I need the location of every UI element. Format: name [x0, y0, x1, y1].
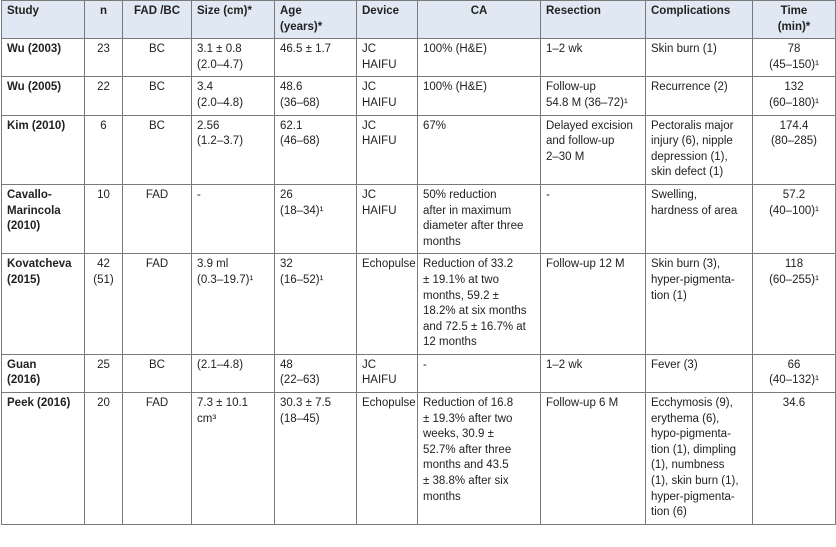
- table-row: [2, 254, 836, 355]
- cell-line: 54.8 M (36–72)¹: [546, 96, 628, 109]
- cell-device: JC HAIFU: [357, 77, 418, 115]
- cell-line: (2.1–4.8): [197, 358, 244, 371]
- cell-fad-bc: FAD: [123, 184, 192, 253]
- cell-line: 2–30 M: [546, 150, 585, 163]
- cell-line: (2.0–4.7): [197, 58, 244, 71]
- cell-line: -: [423, 358, 427, 371]
- col-header-size: Size (cm)*: [192, 1, 275, 39]
- cell-line: -: [197, 188, 201, 201]
- cell-line: 12 months: [423, 336, 477, 349]
- cell-line: 46.5 ± 1.7: [280, 43, 332, 56]
- cell-line: weeks, 30.9 ±: [423, 428, 494, 441]
- cell-line: Pectoralis major: [651, 119, 734, 132]
- cell-study: [2, 39, 85, 77]
- cell-fad-bc: FAD: [123, 254, 192, 355]
- table-body: [2, 39, 836, 525]
- cell-line: Skin burn (3),: [651, 258, 721, 271]
- cell-complications: [646, 393, 753, 525]
- cell-time: [753, 393, 836, 525]
- cell-line: (2.0–4.8): [197, 96, 244, 109]
- cell-line: Fever (3): [651, 358, 698, 371]
- cell-line: Skin burn (1): [651, 43, 717, 56]
- cell-fad-bc: BC: [123, 354, 192, 392]
- header-row: [2, 1, 836, 39]
- cell-line: Ecchymosis (9),: [651, 397, 733, 410]
- cell-line: months: [423, 235, 461, 248]
- cell-line: 66: [787, 358, 801, 371]
- cell-device: JC HAIFU: [357, 184, 418, 253]
- cell-resection: [541, 77, 646, 115]
- cell-size: [192, 115, 275, 184]
- cell-device: Echopulse: [357, 254, 418, 355]
- cell-line: (60–255)¹: [769, 273, 819, 286]
- cell-line: Marincola: [7, 204, 61, 217]
- cell-line: hypo-pigmenta-: [651, 428, 731, 441]
- table-row: [2, 184, 836, 253]
- cell-ca: [418, 393, 541, 525]
- col-header-study: Study: [2, 1, 85, 39]
- cell-device: JC HAIFU: [357, 354, 418, 392]
- col-header-ca: CA: [418, 1, 541, 39]
- cell-time: [753, 254, 836, 355]
- cell-line: (18–34)¹: [280, 204, 324, 217]
- cell-n: [85, 393, 123, 525]
- cell-line: 25: [97, 358, 110, 371]
- cell-n: [85, 184, 123, 253]
- cell-line: (2015): [7, 273, 41, 286]
- cell-line: Follow-up 12 M: [546, 258, 625, 271]
- cell-study: [2, 393, 85, 525]
- cell-line: 57.2: [782, 188, 806, 201]
- cell-line: 78: [787, 43, 801, 56]
- cell-line: 3.1 ± 0.8: [197, 43, 242, 56]
- cell-line: after in maximum: [423, 204, 512, 217]
- cell-line: 1–2 wk: [546, 358, 583, 371]
- col-header-age: Age (years)*: [275, 1, 357, 39]
- cell-line: Wu (2003): [7, 43, 62, 56]
- cell-line: 62.1: [280, 119, 303, 132]
- table-row: [2, 39, 836, 77]
- cell-line: (16–52)¹: [280, 273, 324, 286]
- cell-line: Follow-up 6 M: [546, 397, 619, 410]
- cell-line: (2010): [7, 220, 41, 233]
- cell-line: Peek (2016): [7, 397, 71, 410]
- cell-ca: [418, 77, 541, 115]
- cell-complications: [646, 354, 753, 392]
- col-header-resection: Resection: [541, 1, 646, 39]
- cell-resection: [541, 184, 646, 253]
- cell-fad-bc: BC: [123, 115, 192, 184]
- cell-size: [192, 184, 275, 253]
- cell-line: 10: [97, 188, 110, 201]
- cell-line: (40–132)¹: [769, 374, 819, 387]
- cell-line: ± 38.8% after six: [423, 475, 509, 488]
- cell-line: hyper-pigmenta-: [651, 490, 735, 503]
- cell-line: Delayed excision: [546, 119, 633, 132]
- studies-table: [1, 0, 836, 525]
- cell-size: [192, 77, 275, 115]
- cell-resection: [541, 39, 646, 77]
- cell-complications: [646, 77, 753, 115]
- cell-line: diameter after three: [423, 220, 524, 233]
- cell-line: tion (1): [651, 289, 687, 302]
- cell-line: Recurrence (2): [651, 81, 728, 94]
- table-row: [2, 77, 836, 115]
- cell-line: injury (6), nipple: [651, 135, 733, 148]
- table-row: [2, 393, 836, 525]
- col-header-time: Time (min)*: [753, 1, 836, 39]
- cell-n: [85, 77, 123, 115]
- cell-line: (60–180)¹: [769, 96, 819, 109]
- cell-line: (18–45): [280, 412, 320, 425]
- cell-line: 174.4: [779, 119, 809, 132]
- cell-line: (0.3–19.7)¹: [197, 273, 254, 286]
- cell-time: [753, 184, 836, 253]
- cell-age: [275, 77, 357, 115]
- cell-line: tion (6): [651, 506, 687, 519]
- cell-line: (36–68): [280, 96, 320, 109]
- cell-resection: [541, 115, 646, 184]
- cell-line: and 72.5 ± 16.7% at: [423, 320, 526, 333]
- col-header-device: Device: [357, 1, 418, 39]
- cell-n: [85, 354, 123, 392]
- cell-line: 34.6: [782, 397, 806, 410]
- cell-line: months, 59.2 ±: [423, 289, 499, 302]
- cell-device: JC HAIFU: [357, 39, 418, 77]
- cell-line: (51): [93, 273, 114, 286]
- cell-age: [275, 184, 357, 253]
- cell-line: 22: [97, 81, 110, 94]
- cell-line: 20: [97, 397, 110, 410]
- cell-age: [275, 115, 357, 184]
- cell-resection: [541, 393, 646, 525]
- cell-line: 48.6: [280, 81, 303, 94]
- cell-line: (22–63): [280, 374, 320, 387]
- cell-resection: [541, 354, 646, 392]
- cell-n: [85, 115, 123, 184]
- cell-line: 100% (H&E): [423, 43, 487, 56]
- cell-line: Kovatcheva: [7, 258, 72, 271]
- cell-complications: [646, 184, 753, 253]
- cell-line: 2.56: [197, 119, 220, 132]
- cell-time: [753, 354, 836, 392]
- cell-line: 118: [784, 258, 804, 271]
- cell-study: [2, 184, 85, 253]
- cell-line: 52.7% after three: [423, 443, 512, 456]
- cell-line: depression (1),: [651, 150, 728, 163]
- cell-line: 3.4: [197, 81, 213, 94]
- cell-line: and follow-up: [546, 135, 615, 148]
- cell-line: -: [546, 188, 550, 201]
- cell-resection: [541, 254, 646, 355]
- cell-line: 6: [100, 119, 107, 132]
- cell-complications: [646, 115, 753, 184]
- cell-line: 26: [280, 188, 293, 201]
- cell-n: [85, 39, 123, 77]
- cell-line: 18.2% at six months: [423, 305, 527, 318]
- cell-time: [753, 115, 836, 184]
- cell-ca: [418, 254, 541, 355]
- cell-line: ± 19.3% after two: [423, 412, 513, 425]
- cell-time: [753, 77, 836, 115]
- cell-line: 132: [784, 81, 804, 94]
- cell-fad-bc: BC: [123, 39, 192, 77]
- cell-size: [192, 39, 275, 77]
- cell-line: (2016): [7, 374, 41, 387]
- cell-line: 1–2 wk: [546, 43, 583, 56]
- cell-line: erythema (6),: [651, 412, 720, 425]
- cell-line: Guan: [7, 358, 37, 371]
- cell-age: [275, 254, 357, 355]
- col-header-complications: Complications: [646, 1, 753, 39]
- cell-study: [2, 254, 85, 355]
- cell-fad-bc: FAD: [123, 393, 192, 525]
- cell-line: skin defect (1): [651, 166, 724, 179]
- cell-line: (46–68): [280, 135, 320, 148]
- cell-line: tion (1), dimpling: [651, 443, 737, 456]
- cell-line: hyper-pigmenta-: [651, 273, 735, 286]
- cell-age: [275, 393, 357, 525]
- cell-line: 48: [280, 358, 293, 371]
- cell-n: [85, 254, 123, 355]
- cell-complications: [646, 39, 753, 77]
- cell-line: Swelling,: [651, 188, 698, 201]
- cell-line: months: [423, 490, 461, 503]
- cell-age: [275, 354, 357, 392]
- cell-line: 50% reduction: [423, 188, 497, 201]
- cell-ca: [418, 354, 541, 392]
- cell-size: [192, 393, 275, 525]
- cell-line: Follow-up: [546, 81, 596, 94]
- cell-line: ± 19.1% at two: [423, 273, 499, 286]
- cell-line: months and 43.5: [423, 459, 509, 472]
- cell-line: Reduction of 33.2: [423, 258, 514, 271]
- cell-study: [2, 77, 85, 115]
- cell-line: (1), skin burn (1),: [651, 475, 739, 488]
- table-row: [2, 115, 836, 184]
- cell-line: Kim (2010): [7, 119, 66, 132]
- cell-ca: [418, 184, 541, 253]
- cell-line: 42: [97, 258, 110, 271]
- cell-ca: [418, 39, 541, 77]
- col-header-fad-bc: FAD /BC: [123, 1, 192, 39]
- cell-line: (80–285): [770, 135, 818, 148]
- cell-line: (1.2–3.7): [197, 135, 244, 148]
- cell-study: [2, 354, 85, 392]
- col-header-n: n: [85, 1, 123, 39]
- cell-line: 30.3 ± 7.5: [280, 397, 332, 410]
- cell-line: 32: [280, 258, 293, 271]
- cell-line: (45–150)¹: [769, 58, 819, 71]
- cell-size: [192, 354, 275, 392]
- cell-line: 100% (H&E): [423, 81, 487, 94]
- cell-line: 3.9 ml: [197, 258, 229, 271]
- cell-device: JC HAIFU: [357, 115, 418, 184]
- cell-ca: [418, 115, 541, 184]
- cell-line: Wu (2005): [7, 81, 62, 94]
- cell-age: [275, 39, 357, 77]
- cell-fad-bc: BC: [123, 77, 192, 115]
- cell-line: 67%: [423, 119, 447, 132]
- cell-line: Reduction of 16.8: [423, 397, 514, 410]
- cell-line: 23: [97, 43, 110, 56]
- cell-device: Echopulse: [357, 393, 418, 525]
- cell-line: Cavallo-: [7, 188, 52, 201]
- cell-line: (1), numbness: [651, 459, 725, 472]
- cell-complications: [646, 254, 753, 355]
- cell-size: [192, 254, 275, 355]
- cell-line: (40–100)¹: [769, 204, 819, 217]
- cell-line: 7.3 ± 10.1 cm³: [197, 397, 249, 425]
- cell-time: [753, 39, 836, 77]
- cell-line: hardness of area: [651, 204, 738, 217]
- table-row: [2, 354, 836, 392]
- cell-study: [2, 115, 85, 184]
